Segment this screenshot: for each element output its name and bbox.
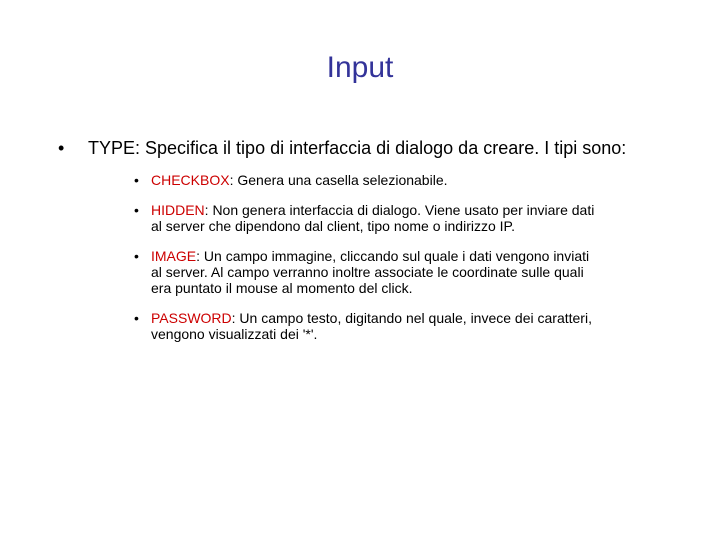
bullet-icon: • <box>134 310 139 326</box>
bullet-icon: • <box>134 202 139 218</box>
bullet-icon: • <box>58 138 65 158</box>
main-bullet-text: TYPE: Specifica il tipo di interfaccia di dialogo da creare. I tipi sono: <box>88 138 627 158</box>
sub-item-image <box>134 248 599 296</box>
description-checkbox: : Genera una casella selezionabile. <box>229 172 448 188</box>
description-hidden: : Non genera interfaccia di dialogo. Viene usato per inviare dati al server che dipendono dal client, tipo nome o indirizzo IP. <box>151 202 595 234</box>
term-image: IMAGE <box>151 248 197 264</box>
bullet-icon: • <box>134 172 139 188</box>
bullet-icon: • <box>134 248 139 264</box>
sub-item-hidden <box>134 202 599 234</box>
slide-title: Input <box>326 51 394 84</box>
term-checkbox: CHECKBOX <box>151 172 230 188</box>
term-hidden: HIDDEN <box>151 202 205 218</box>
main-bullet-item <box>56 138 656 342</box>
sub-item-checkbox <box>134 172 599 188</box>
sub-bullet-list <box>88 172 656 342</box>
description-image: : Un campo immagine, cliccando sul quale i dati vengono inviati al server. Al campo verranno inoltre associate le coordinate sulle quali era puntato il mouse al momento del click. <box>151 248 590 296</box>
bullet-list <box>56 138 656 356</box>
description-password: : Un campo testo, digitando nel quale, invece dei caratteri, vengono visualizzati dei '*'. <box>151 310 592 342</box>
term-password: PASSWORD <box>151 310 232 326</box>
sub-item-password <box>134 310 599 342</box>
